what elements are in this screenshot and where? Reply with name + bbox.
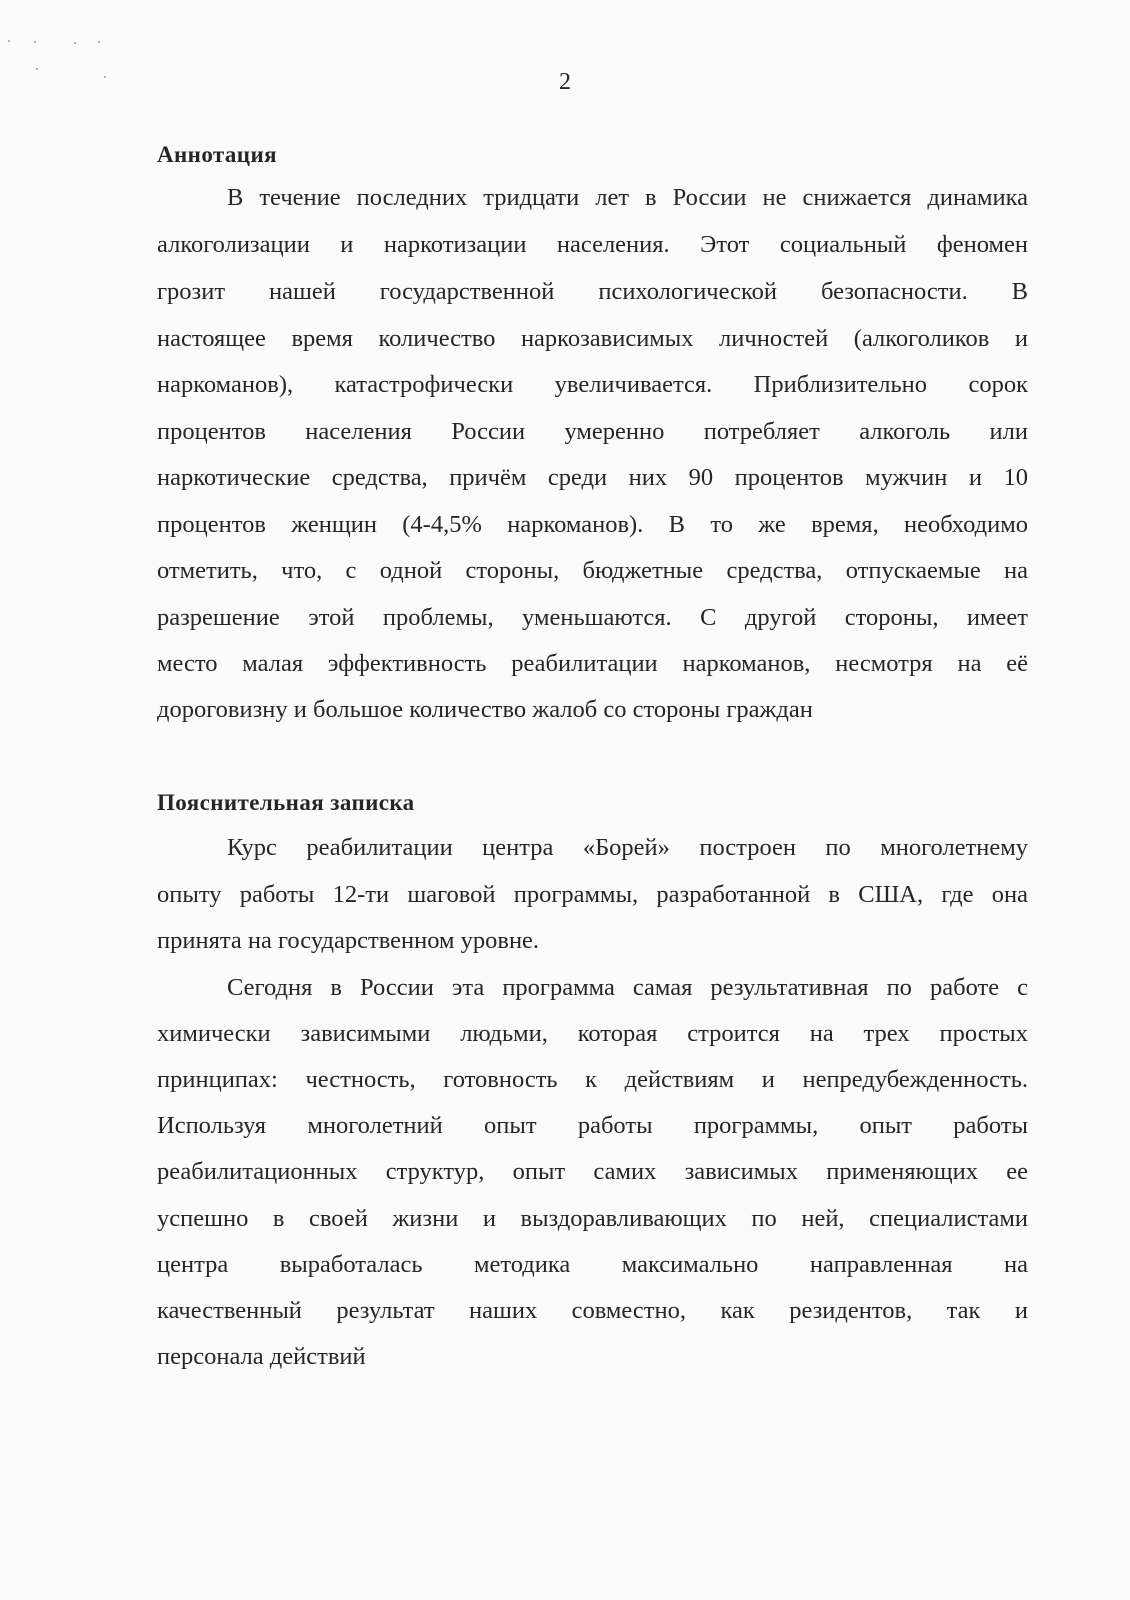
text-line: принципах: честность, готовность к действиям и непредубежденность. [157,1066,1028,1093]
text-line: успешно в своей жизни и выздоравливающих по ней, специалистами [157,1205,1028,1232]
text-line: качественный результат наших совместно, как резидентов, так и [157,1297,1028,1324]
text-line: Используя многолетний опыт работы программы, опыт работы [157,1112,1028,1139]
text-line: наркоманов), катастрофически увеличивается. Приблизительно сорок [157,371,1028,398]
text-line: принята на государственном уровне. [157,927,540,954]
text-line: алкоголизации и наркотизации населения. Этот социальный феномен [157,231,1028,258]
text-line: отметить, что, с одной стороны, бюджетные средства, отпускаемые на [157,557,1028,584]
text-line: В течение последних тридцати лет в России не снижается динамика [227,184,1028,211]
text-line: наркотические средства, причём среди них 90 процентов мужчин и 10 [157,464,1028,491]
text-line: Курс реабилитации центра «Борей» построен по многолетнему [227,834,1028,861]
text-line: настоящее время количество наркозависимых личностей (алкоголиков и [157,325,1028,352]
page-number: 2 [559,69,571,95]
text-line: центра выработалась методика максимально направленная на [157,1251,1028,1278]
explanatory-note-heading: Пояснительная записка [157,790,415,815]
text-line: дороговизну и большое количество жалоб со стороны граждан [157,696,813,723]
speck [34,41,36,43]
text-line: химически зависимыми людьми, которая строится на трех простых [157,1020,1028,1047]
speck [98,41,100,43]
text-line: процентов населения России умеренно потребляет алкоголь или [157,418,1028,445]
text-line: опыту работы 12-ти шаговой программы, разработанной в США, где она [157,881,1028,908]
text-line: место малая эффективность реабилитации наркоманов, несмотря на её [157,650,1028,677]
text-line: реабилитационных структур, опыт самих зависимых применяющих ее [157,1158,1028,1185]
annotation-heading: Аннотация [157,142,277,167]
text-line: разрешение этой проблемы, уменьшаются. С другой стороны, имеет [157,604,1028,631]
speck [74,42,76,44]
text-line: Сегодня в России эта программа самая результативная по работе с [227,974,1028,1001]
text-line: процентов женщин (4-4,5% наркоманов). В то же время, необходимо [157,511,1028,538]
speck [8,40,10,42]
text-line: грозит нашей государственной психологической безопасности. В [157,278,1028,305]
text-line: персонала действий [157,1343,366,1370]
